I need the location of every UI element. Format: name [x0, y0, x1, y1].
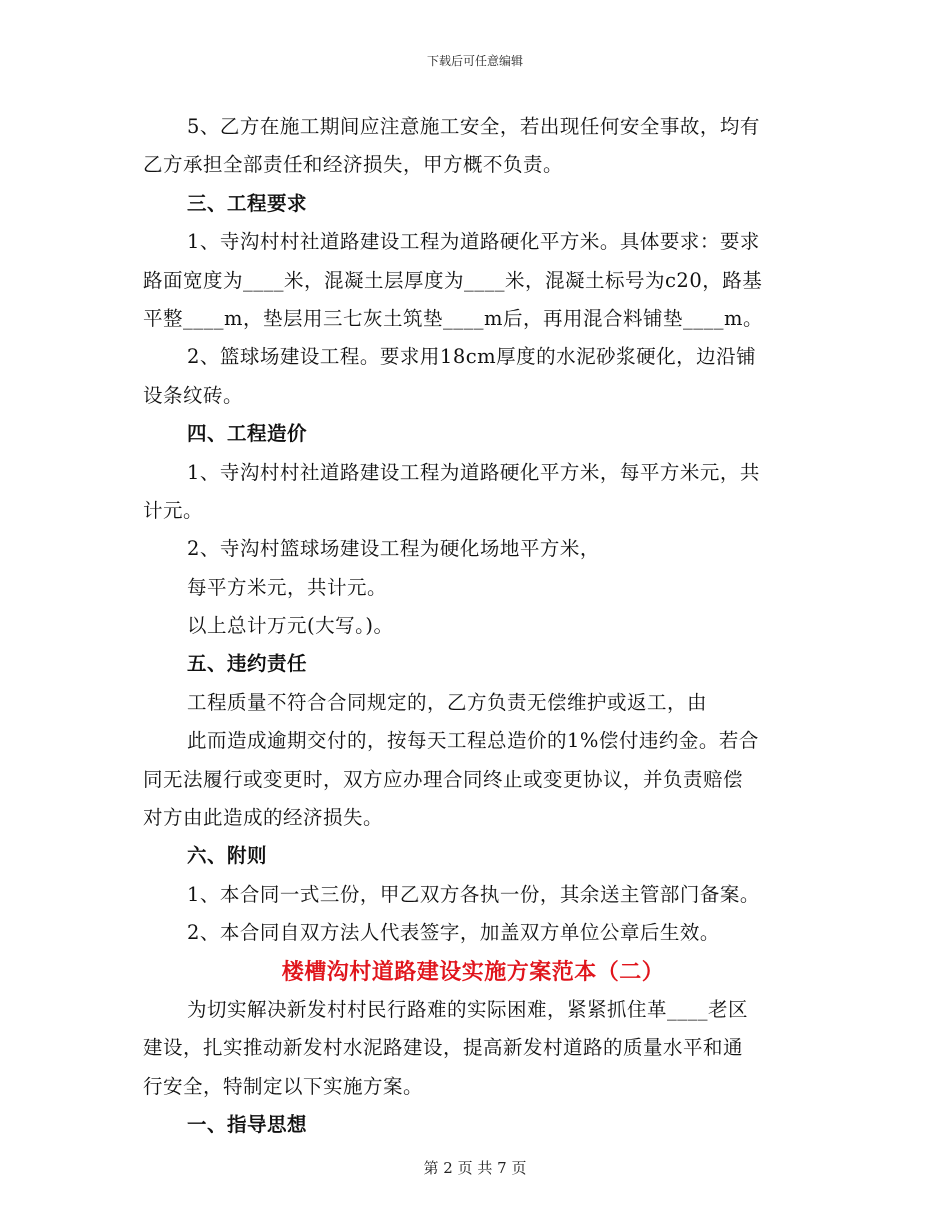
paragraph-line: 平整____m，垫层用三七灰土筑垫____m后，再用混合料铺垫____m。: [143, 306, 763, 330]
paragraph-line: 2、本合同自双方法人代表签字，加盖双方单位公章后生效。: [187, 921, 720, 945]
paragraph-line: 工程质量不符合合同规定的，乙方负责无偿维护或返工，由: [187, 690, 708, 714]
section-heading: 一、指导思想: [187, 1113, 308, 1137]
paragraph-line: 1、寺沟村村社道路建设工程为道路硬化平方米，每平方米元，共: [187, 460, 760, 484]
section-heading: 三、工程要求: [187, 191, 308, 215]
paragraph-line: 为切实解决新发村村民行路难的实际困难，紧紧抓住革____老区: [187, 997, 749, 1021]
paragraph-line: 1、本合同一式三份，甲乙双方各执一份，其余送主管部门备案。: [187, 882, 760, 906]
paragraph-line: 此而造成逾期交付的，按每天工程总造价的1%偿付违约金。若合: [187, 729, 759, 753]
paragraph-line: 2、篮球场建设工程。要求用18cm厚度的水泥砂浆硬化，边沿铺: [187, 345, 757, 369]
paragraph-line: 同无法履行或变更时，双方应办理合同终止或变更协议，并负责赔偿: [143, 767, 744, 791]
document-body: [143, 108, 803, 1145]
section-heading: 四、工程造价: [187, 422, 308, 446]
section-heading: 六、附则: [187, 844, 268, 868]
paragraph-line: 以上总计万元(大写。)。: [187, 614, 394, 638]
paragraph-line: 建设，扎实推动新发村水泥路建设，提高新发村道路的质量水平和通: [143, 1036, 744, 1060]
paragraph-line: 行安全，特制定以下实施方案。: [143, 1074, 424, 1098]
paragraph-line: 乙方承担全部责任和经济损失，甲方概不负责。: [143, 153, 564, 177]
paragraph-line: 每平方米元，共计元。: [187, 575, 388, 599]
paragraph-line: 计元。: [143, 498, 204, 522]
paragraph-line: 1、寺沟村村社道路建设工程为道路硬化平方米。具体要求：要求: [187, 230, 760, 254]
paragraph-line: 5、乙方在施工期间应注意施工安全，若出现任何安全事故，均有: [187, 115, 760, 138]
paragraph-line: 设条纹砖。: [143, 383, 244, 407]
section-title: 楼槽沟村道路建设实施方案范本（二）: [281, 958, 665, 985]
section-heading: 五、违约责任: [187, 652, 308, 676]
paragraph-line: 路面宽度为____米，混凝土层厚度为____米，混凝土标号为c20，路基: [143, 268, 763, 292]
paragraph-line: 2、寺沟村篮球场建设工程为硬化场地平方米，: [187, 537, 600, 561]
paragraph-line: 对方由此造成的经济损失。: [143, 806, 384, 830]
page-footer: 第 2 页 共 7 页: [423, 1159, 527, 1177]
page-header: 下载后可任意编辑: [426, 54, 523, 68]
